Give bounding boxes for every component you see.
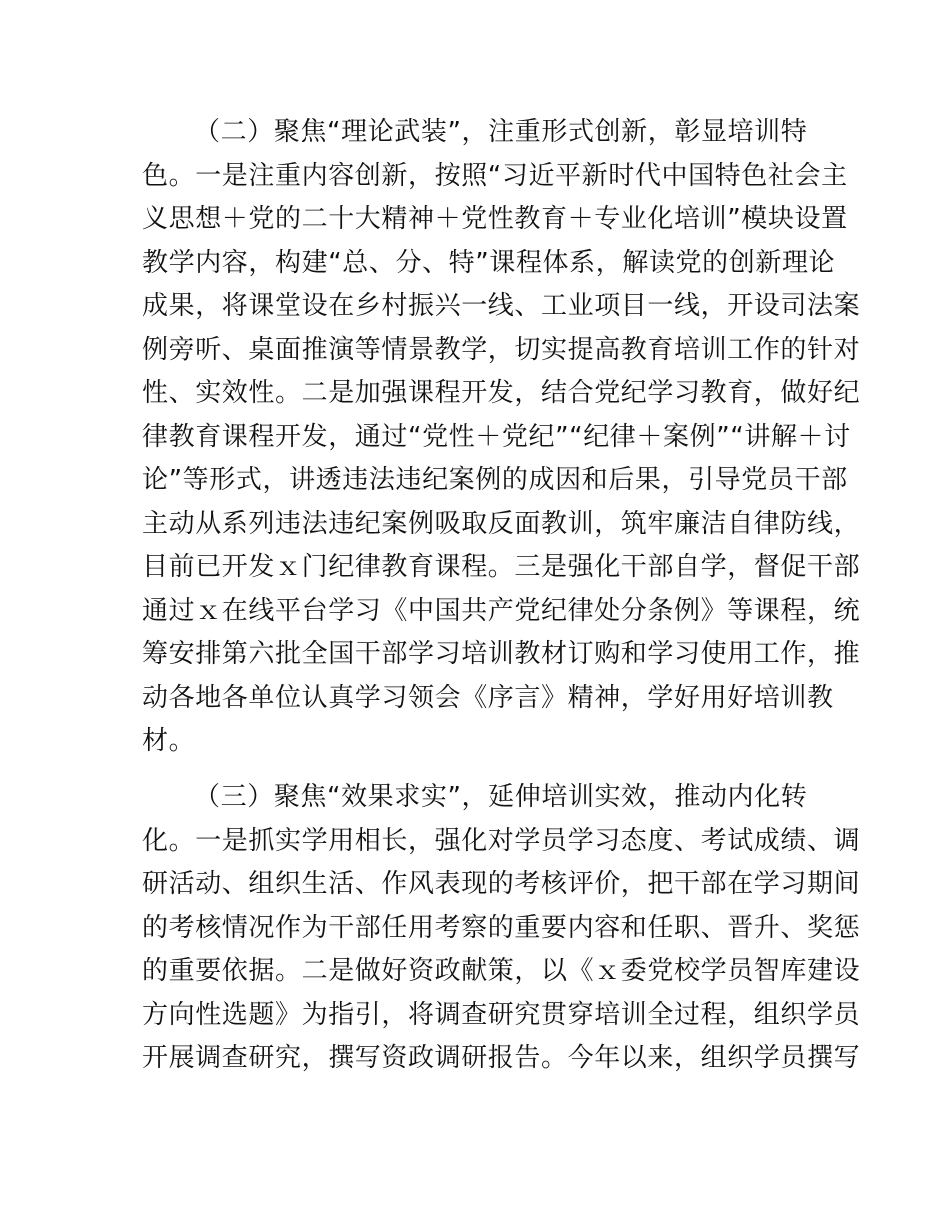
- paragraph-line: 教学内容，构建“总、分、特”课程体系，解读党的创新理论: [142, 247, 836, 278]
- paragraph-line: 性、实效性。二是加强课程开发，结合党纪学习教育，做好纪: [142, 378, 861, 408]
- paragraph-line: 材。: [142, 726, 196, 756]
- paragraph-line: 方向性选题》为指引，将调查研究贯穿培训全过程，组织学员: [142, 999, 861, 1030]
- paragraph-line: 律教育课程开发，通过“党性＋党纪”“纪律＋案例”“讲解＋讨: [142, 421, 851, 452]
- paragraph-line: 研活动、组织生活、作风表现的考核评价，把干部在学习期间: [142, 869, 861, 899]
- paragraph-line: 成果，将课堂设在乡村振兴一线、工业项目一线，开设司法案: [142, 291, 861, 321]
- paragraph-section-three: [142, 776, 861, 1081]
- paragraph-line: 色。一是注重内容创新，按照“习近平新时代中国特色社会主: [142, 160, 848, 191]
- paragraph-line: 的重要依据。二是做好资政献策，以《ｘ委党校学员智库建设: [142, 956, 861, 986]
- paragraph-line: （三）聚焦“效果求实”，延伸培训实效，推动内化转: [194, 782, 808, 812]
- paragraph-line: 义思想＋党的二十大精神＋党性教育＋专业化培训”模块设置: [142, 204, 848, 234]
- paragraph-line: 动各地各单位认真学习领会《序言》精神，学好用好培训教: [142, 682, 834, 713]
- paragraph-line: 目前已开发ｘ门纪律教育课程。三是强化干部自学，督促干部: [142, 552, 861, 582]
- paragraph-line: （二）聚焦“理论武装”，注重形式创新，彰显培训特: [194, 117, 808, 147]
- paragraph-line: 筹安排第六批全国干部学习培训教材订购和学习使用工作，推: [142, 639, 861, 669]
- paragraph-line: 的考核情况作为干部任用考察的重要内容和任职、晋升、奖惩: [142, 912, 861, 943]
- paragraph-section-two: [142, 111, 861, 764]
- paragraph-line: 开展调查研究，撰写资政调研报告。今年以来，组织学员撰写: [142, 1043, 861, 1073]
- paragraph-line: 主动从系列违法违纪案例吸取反面教训，筑牢廉洁自律防线，: [142, 508, 861, 539]
- paragraph-line: 化。一是抓实学用相长，强化对学员学习态度、考试成绩、调: [142, 825, 861, 856]
- paragraph-line: 论”等形式，讲透违法违纪案例的成因和后果，引导党员干部: [142, 465, 848, 495]
- paragraph-line: 通过ｘ在线平台学习《中国共产党纪律处分条例》等课程，统: [142, 595, 861, 626]
- paragraph-line: 例旁听、桌面推演等情景教学，切实提高教育培训工作的针对: [142, 334, 861, 365]
